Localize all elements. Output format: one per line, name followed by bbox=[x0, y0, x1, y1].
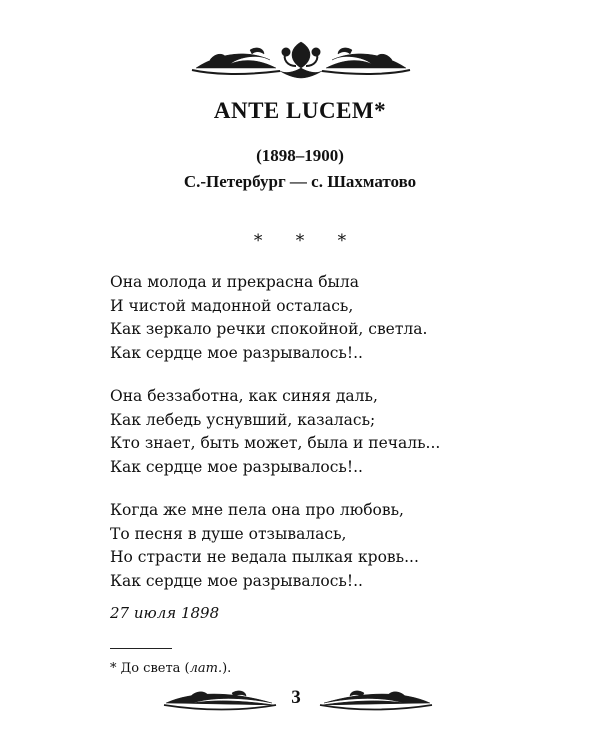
cycle-places: С.-Петербург — с. Шахматово bbox=[183, 172, 417, 191]
poem-line: Но страсти не ведала пылкая кровь... bbox=[110, 548, 419, 566]
poem-line: Как лебедь уснувший, казалась; bbox=[110, 410, 376, 429]
footnote-tail: ). bbox=[222, 661, 232, 676]
stanza bbox=[110, 385, 550, 479]
poem-line: Она беззаботна, как синяя даль, bbox=[110, 387, 378, 405]
poem-date: 27 июля 1898 bbox=[110, 604, 220, 622]
poem-line: Кто знает, быть может, была и печаль... bbox=[110, 434, 441, 452]
poem-text bbox=[110, 271, 550, 613]
poem-line: Она молода и прекрасна была bbox=[110, 273, 359, 291]
footnote-divider bbox=[110, 648, 172, 649]
poem-line: Как зеркало речки спокойной, светла. bbox=[110, 320, 428, 338]
cycle-years: (1898–1900) bbox=[256, 146, 344, 165]
poem-line: Когда же мне пела она про любовь, bbox=[110, 501, 404, 519]
page-number: 3 bbox=[282, 687, 310, 709]
poem-cycle-title: ANTE LUCEM* bbox=[213, 98, 387, 123]
poem-line: Как сердце мое разрывалось!.. bbox=[110, 457, 363, 476]
poem-line: И чистой мадонной осталась, bbox=[110, 296, 354, 315]
poem-separator: * * * bbox=[253, 231, 361, 251]
footnote bbox=[110, 661, 231, 676]
stanza bbox=[110, 499, 550, 593]
poem-line: Как сердце мое разрывалось!.. bbox=[110, 343, 363, 362]
poem-line: Как сердце мое разрывалось!.. bbox=[110, 571, 363, 590]
poem-line: То песня в душе отзывалась, bbox=[110, 524, 347, 543]
footnote-italic: лат. bbox=[189, 661, 223, 676]
footnote-text: * До света ( bbox=[110, 661, 190, 676]
decorative-vignette-icon bbox=[190, 38, 412, 82]
stanza bbox=[110, 271, 550, 365]
